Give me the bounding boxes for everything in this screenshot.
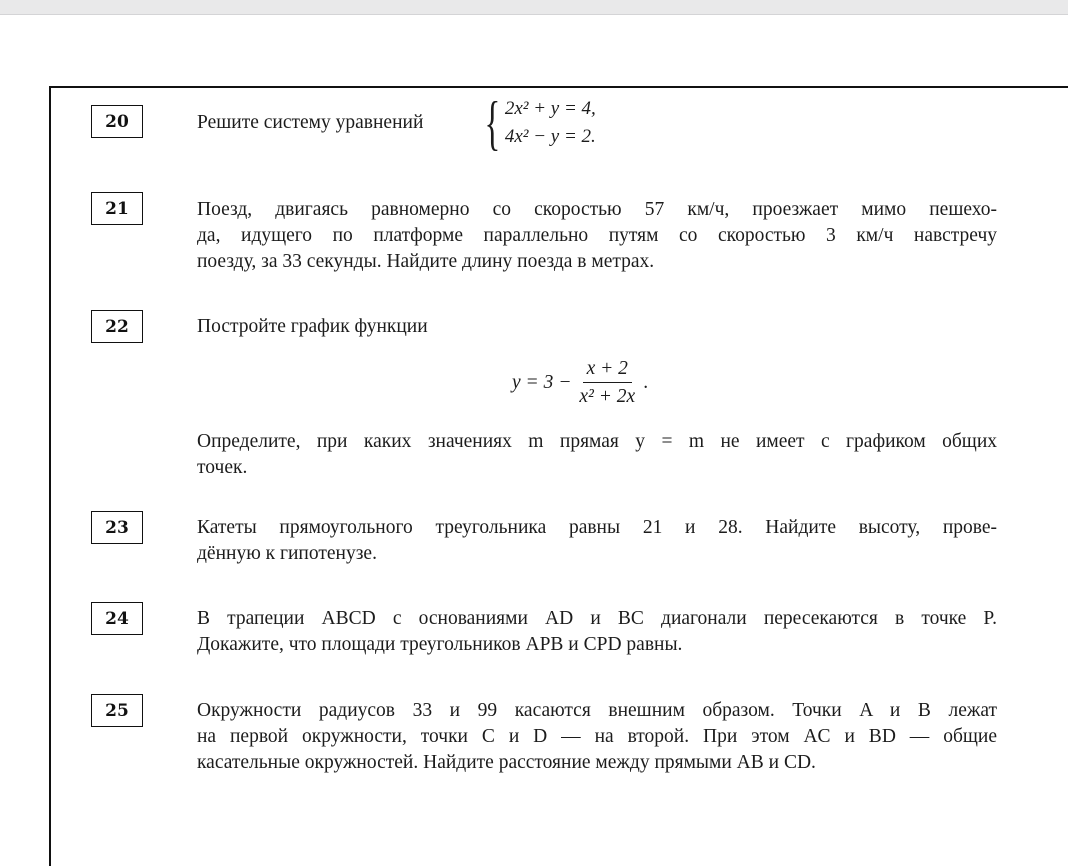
problem-number-22: 22 [91,310,143,343]
problem-number-24: 24 [91,602,143,635]
brace-icon: { [484,90,501,156]
problem-number-20: 20 [91,105,143,138]
problem-25-text [197,698,997,776]
problem-20-text: Решите систему уравнений [197,112,424,133]
problem-21-text [197,197,997,275]
text-line: Определите, при каких значениях m прямая y = m не имеет с графиком общих [197,431,997,452]
formula-fraction [575,358,639,408]
text-line: дённую к гипотенузе. [197,543,377,564]
text-line: касательные окружностей. Найдите расстояние между прямыми AB и CD. [197,752,816,773]
fraction-numerator: x + 2 [583,358,632,383]
text-line: Окружности радиусов 33 и 99 касаются внешним образом. Точки A и B лежат [197,700,997,721]
equation-2: 4x² − y = 2. [504,126,596,147]
text-line: Поезд, двигаясь равномерно со скоростью 57 км/ч, проезжает мимо пешехо- [197,199,997,220]
text-line: на первой окружности, точки C и D — на второй. При этом AC и BD — общие [197,726,997,747]
problem-22-intro: Постройте график функции [197,316,428,337]
text-line: Катеты прямоугольного треугольника равны 21 и 28. Найдите высоту, прове- [197,517,997,538]
problem-23-text [197,515,997,567]
text-line: поезду, за 33 секунды. Найдите длину поезда в метрах. [197,251,655,272]
text-line: точек. [197,457,248,478]
problem-number-21: 21 [91,192,143,225]
viewer-top-bar [0,0,1068,15]
problem-number-23: 23 [91,511,143,544]
problem-number-25: 25 [91,694,143,727]
text-line: да, идущего по платформе параллельно путям со скоростью 3 км/ч навстречу [197,225,997,246]
function-formula [512,358,648,408]
equation-1: 2x² + y = 4, [504,98,596,119]
formula-end: . [643,372,649,393]
equation-system [478,88,596,158]
text-line: Докажите, что площади треугольников APB и CPD равны. [197,634,683,655]
formula-lhs: y = 3 − [512,372,572,393]
text-line: В трапеции ABCD с основаниями AD и BC диагонали пересекаются в точке P. [197,608,997,629]
problem-24-text [197,606,997,658]
fraction-denominator: x² + 2x [579,386,636,407]
problem-22-text [197,429,997,481]
